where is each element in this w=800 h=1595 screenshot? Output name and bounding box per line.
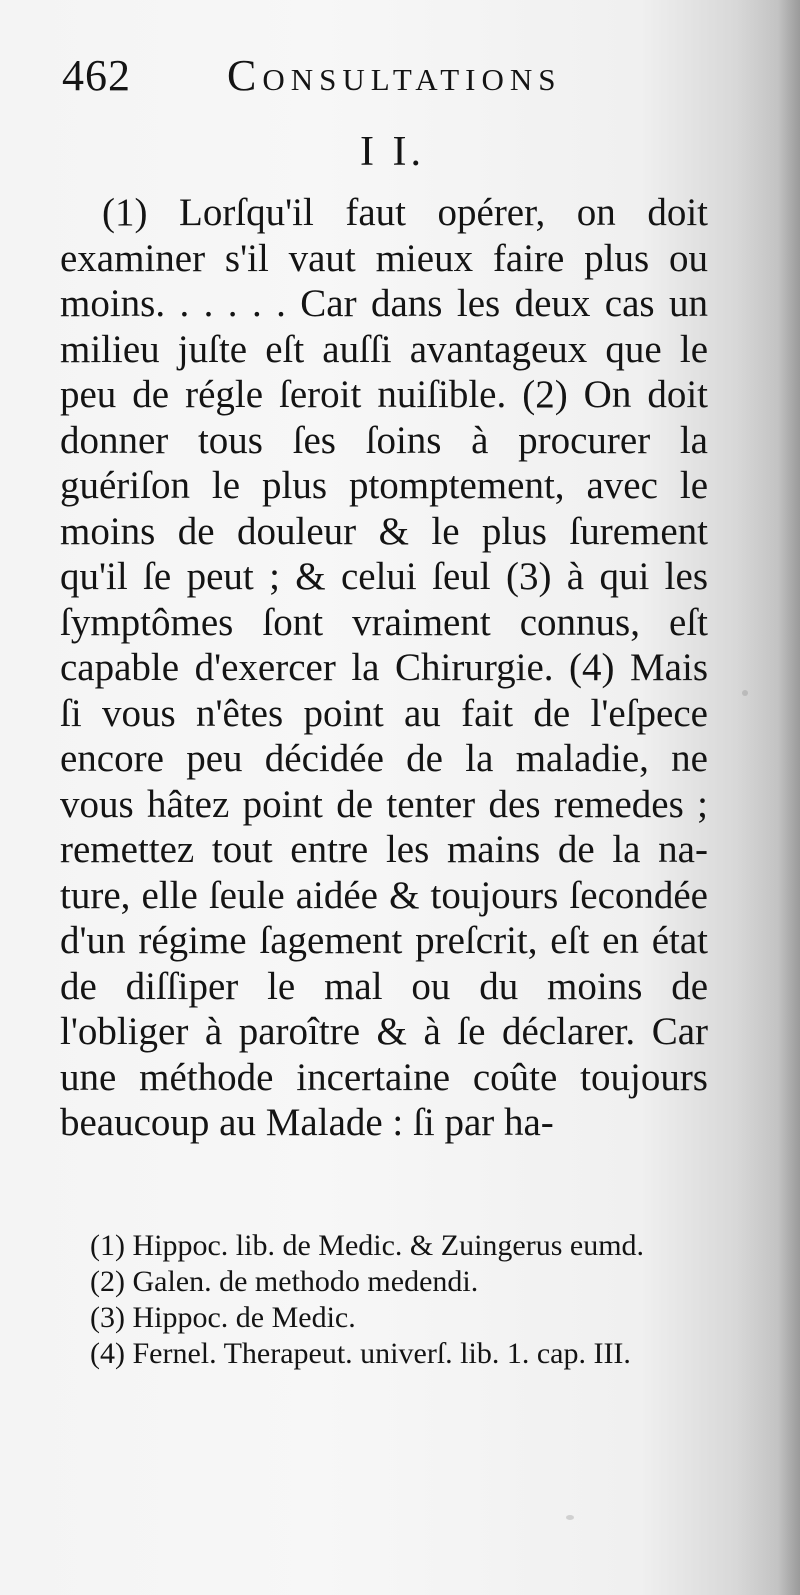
running-head (62, 50, 622, 110)
main-paragraph-text: (1) Lorſqu'il faut opérer, on doit examiner s'il vaut mieux faire plus ou moins. . . . . . Car dans les deux cas un milieu juſte eſt auſſi avantageux que le peu de régle ſeroit nuiſible. (2) On doit donner tous ſes ſoins à procurer la guériſon le plus ptomptement, avec le moins de douleur & le plus ſurement qu'il ſe peut ; & celui ſeul (3) à qui les ſymptômes ſont vraiment connus, eſt capable d'exercer la Chirurgie. (4) Mais ſi vous n'êtes point au fait de l'eſpece encore peu décidée de la maladie, ne vous hâtez point de tenter des remedes ; remettez tout entre les mains de la nature, elle ſeule aidée & toujours ſecondée d'un régime ſagement preſcrit, eſt en état de diſſiper le mal ou du moins de l'obliger à paroître & à ſe déclarer. Car une méthode incertaine coûte toujours beaucoup au Malade : ſi par ha- (60, 191, 708, 1144)
footnote: (2) Galen. de methodo medendi. (90, 1265, 479, 1298)
page-number: 462 (62, 51, 131, 100)
footnote: (4) Fernel. Therapeut. univerſ. lib. 1. cap. III. (90, 1337, 631, 1370)
main-paragraph (60, 190, 708, 1146)
footnote: (1) Hippoc. lib. de Medic. & Zuingerus eumd. (90, 1229, 645, 1262)
running-title: Consultations (227, 51, 562, 100)
section-number: I I. (360, 129, 425, 175)
footnote: (3) Hippoc. de Medic. (90, 1301, 356, 1334)
paper-spot (742, 690, 748, 696)
footnotes (56, 1228, 706, 1372)
paper-spot (566, 1515, 574, 1520)
